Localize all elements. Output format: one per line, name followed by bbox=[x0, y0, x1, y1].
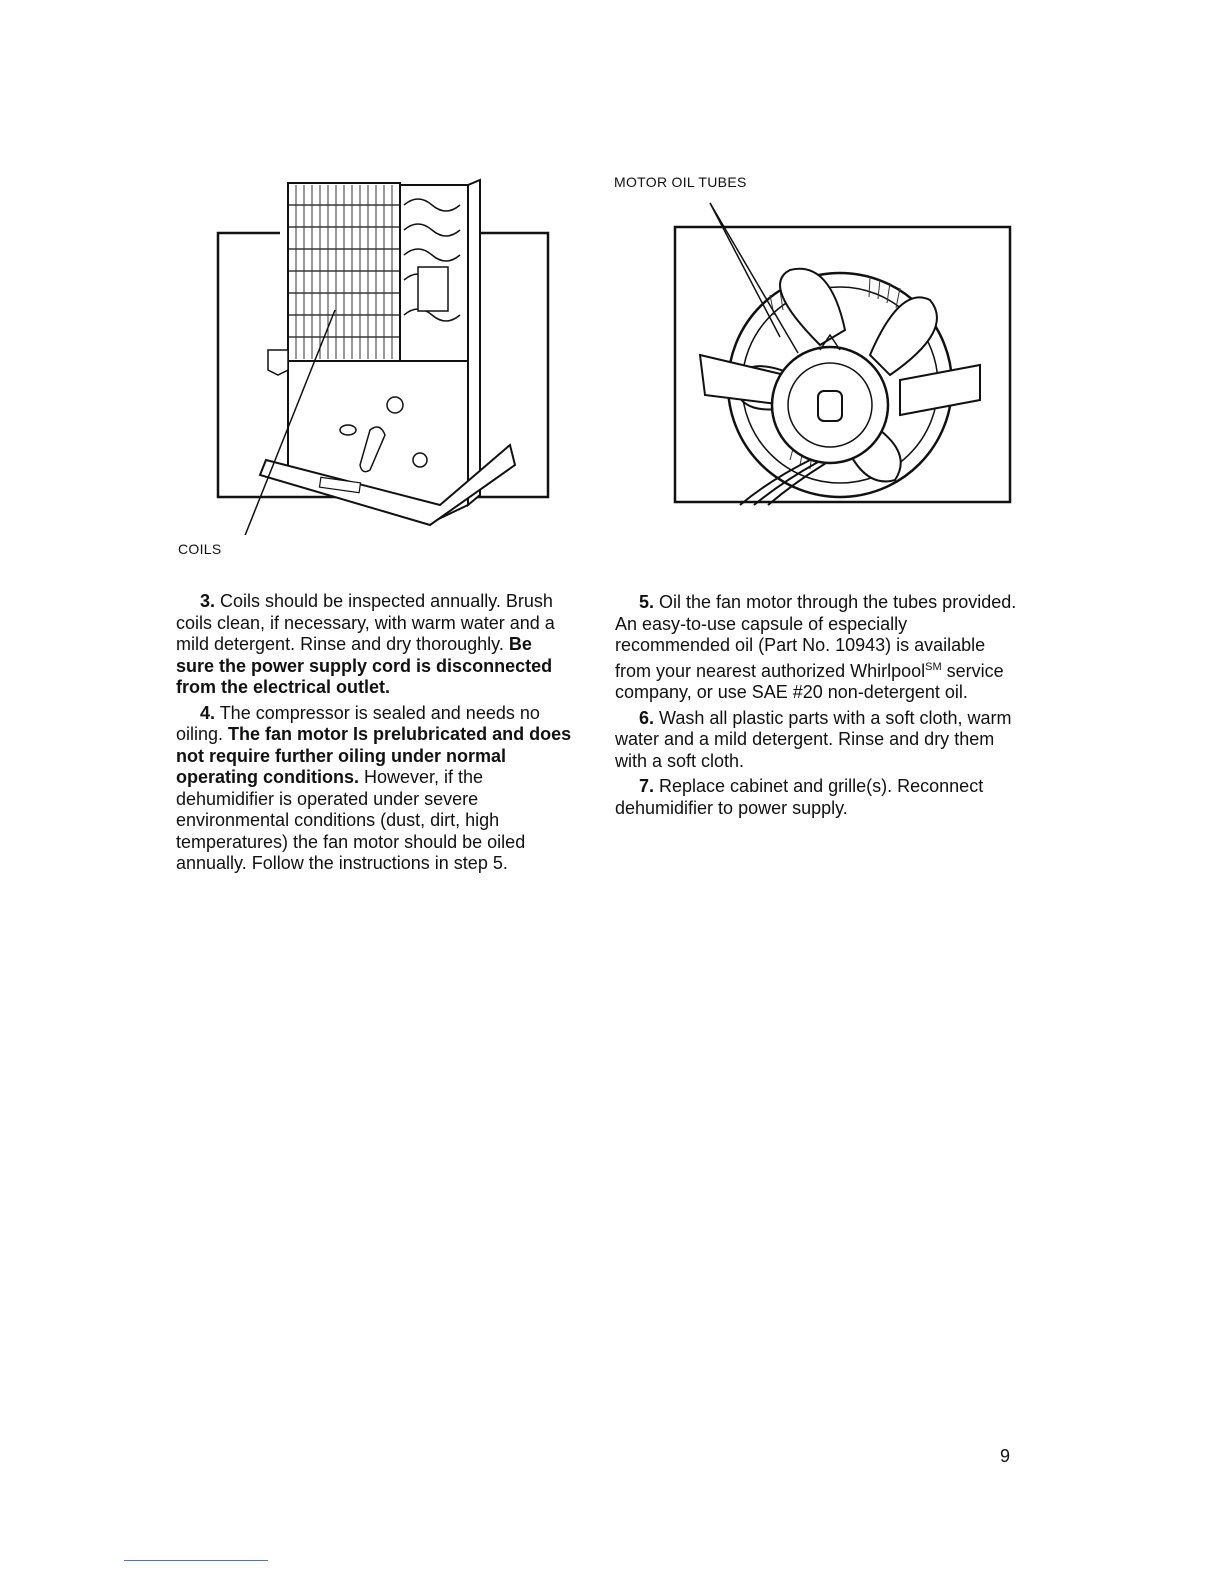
page-number: 9 bbox=[1000, 1446, 1011, 1466]
step-number: 7. bbox=[639, 776, 655, 796]
step-number: 5. bbox=[639, 592, 655, 612]
step-4: 4. The compressor is sealed and needs no oiling. The fan motor Is prelubricated and does not require further oiling under normal operating conditions. However, if the dehumidifier is operated under severe environmental conditions (dust, dirt, high temperatures) the fan motor should be oiled annually. Follow the instructions in step 5. bbox=[176, 702, 572, 873]
step-number: 6. bbox=[639, 707, 655, 728]
right-text-column bbox=[615, 592, 1025, 823]
step-7: 7. Replace cabinet and grille(s). Reconnect dehumidifier to power supply. bbox=[615, 776, 984, 818]
coils-figure bbox=[170, 175, 560, 535]
footnote-rule bbox=[124, 1560, 268, 1561]
motor-oil-tubes-label: MOTOR OIL TUBES bbox=[614, 174, 747, 190]
coils-illustration bbox=[170, 175, 560, 535]
step-6: 6. Wash all plastic parts with a soft cloth, warm water and a mild detergent. Rinse and dry them with a soft cloth. bbox=[615, 707, 1012, 771]
step-5: 5. Oil the fan motor through the tubes provided. An easy-to-use capsule of especially recommended oil (Part No. 10943) is available from your nearest authorized Whirlpool℠ service company, or use SAE #20 non-detergent oil. bbox=[615, 592, 1017, 702]
coils-label: COILS bbox=[178, 541, 222, 557]
step-number: 4. bbox=[200, 702, 216, 723]
fan-motor-figure bbox=[670, 195, 1015, 507]
step-number: 3. bbox=[200, 591, 216, 611]
fan-motor-illustration bbox=[670, 195, 1015, 507]
step-3: 3. Coils should be inspected annually. Brush coils clean, if necessary, with warm water and a mild detergent. Rinse and dry thoroughly. Be sure the power supply cord is disconnected from the electrical outlet. bbox=[176, 591, 555, 697]
left-text-column bbox=[176, 591, 574, 879]
